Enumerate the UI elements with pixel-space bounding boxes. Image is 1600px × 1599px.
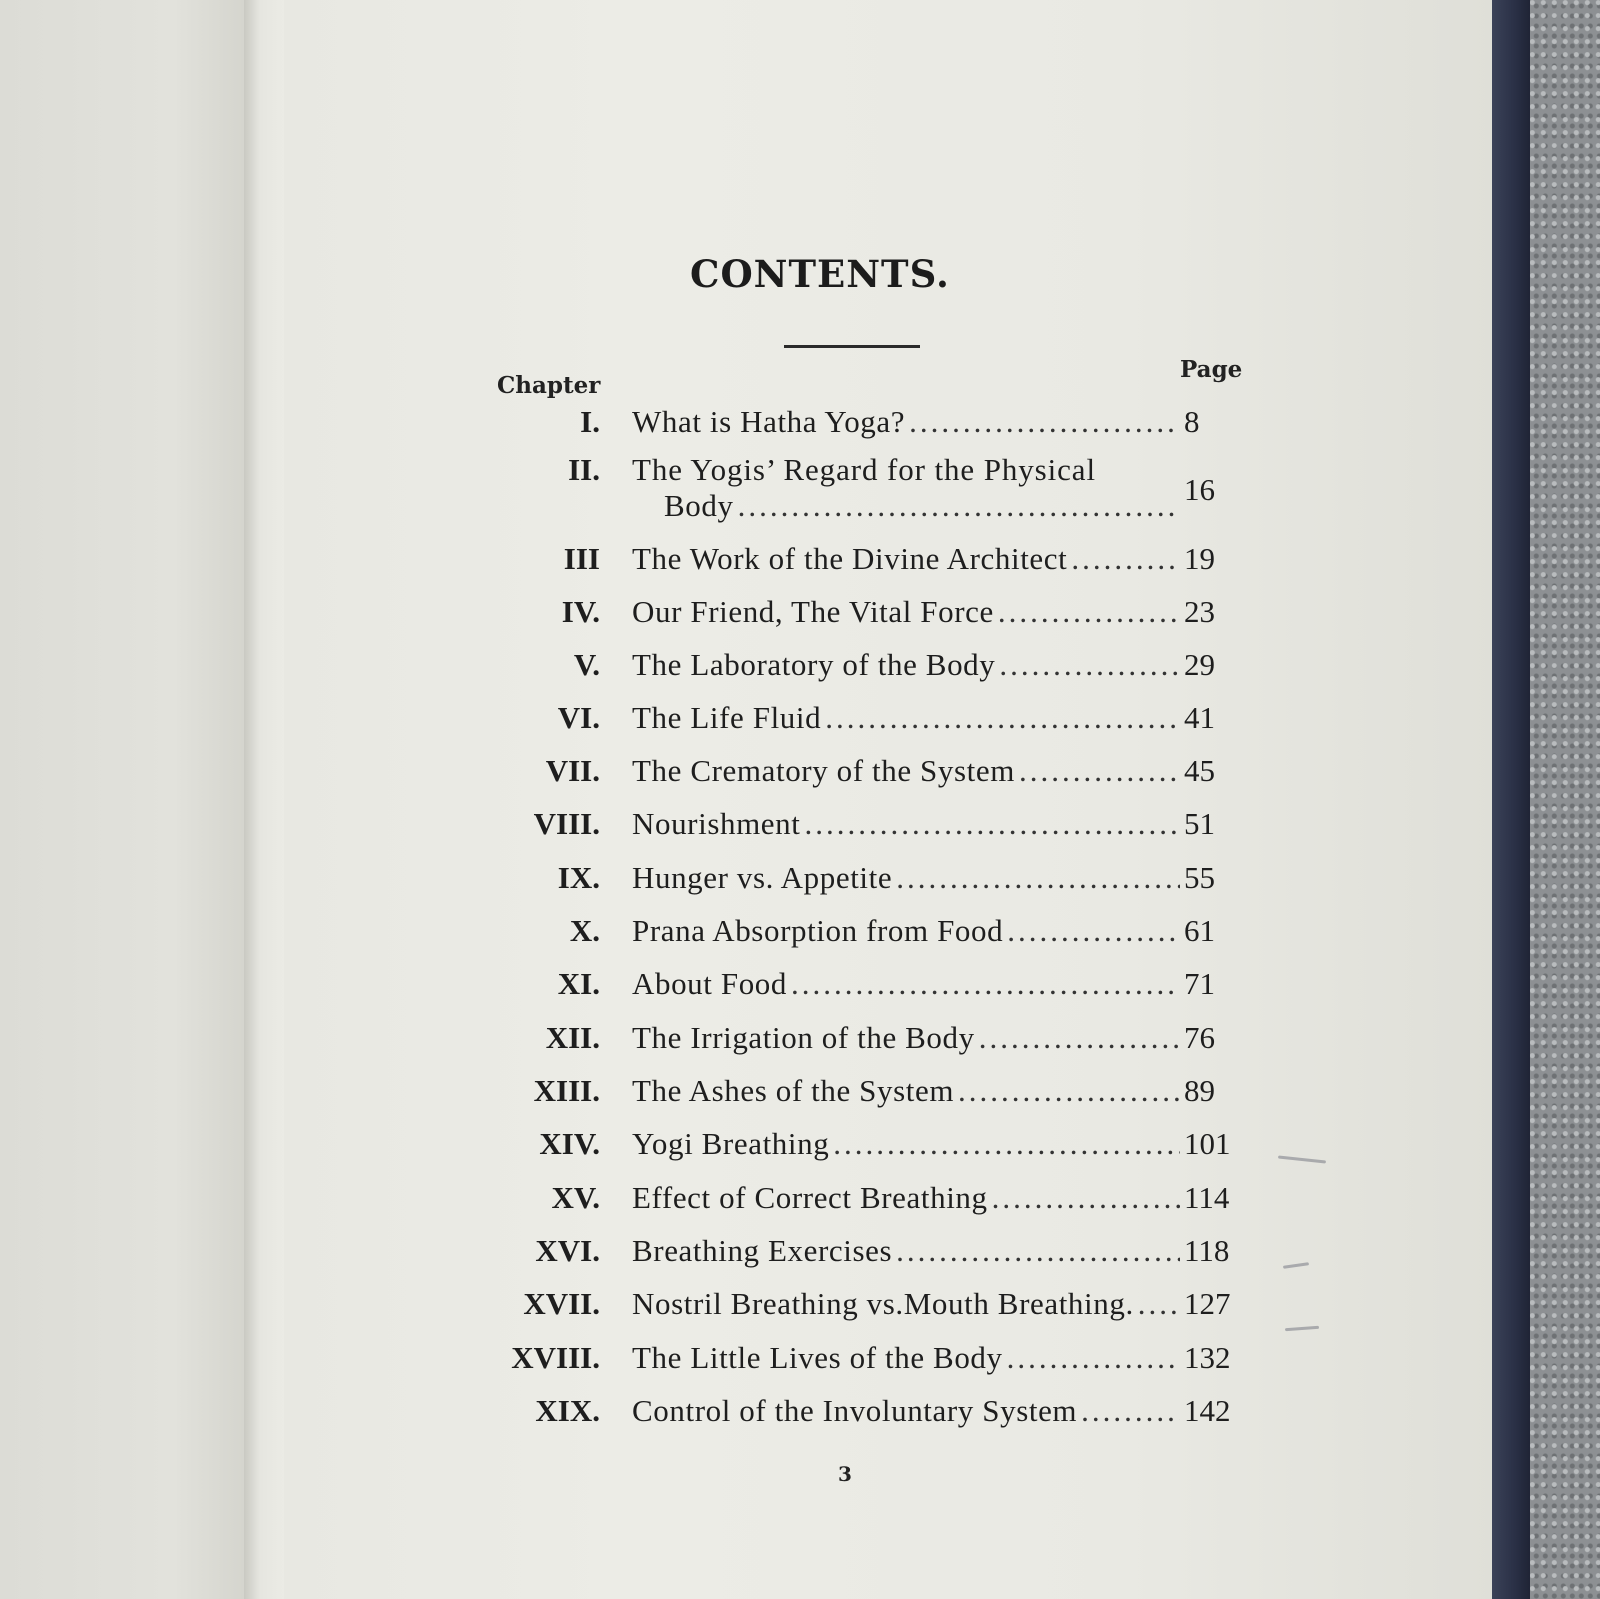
dot-leader: [1007, 913, 1180, 949]
chapter-page-number: 71: [1184, 966, 1215, 1001]
chapter-number: III: [563, 541, 600, 576]
chapter-title: The Little Lives of the Body: [632, 1340, 1003, 1375]
chapter-title-wrap: [632, 913, 1180, 949]
toc-entry: [480, 1126, 1262, 1172]
chapter-title: About Food: [632, 966, 787, 1001]
chapter-number: XII.: [545, 1020, 600, 1055]
chapter-page-number: 29: [1184, 647, 1215, 682]
chapter-page-number: 23: [1184, 594, 1215, 629]
chapter-title: What is Hatha Yoga?: [632, 404, 906, 439]
dot-leader: [999, 647, 1180, 683]
toc-entry: [480, 1073, 1262, 1119]
chapter-number: VIII.: [533, 806, 600, 841]
chapter-title: Our Friend, The Vital Force: [632, 594, 994, 629]
chapter-number: VII.: [545, 753, 600, 788]
toc-entry: [480, 913, 1262, 959]
chapter-page-number: 45: [1184, 753, 1215, 788]
chapter-number: V.: [573, 647, 600, 682]
chapter-page-number: 19: [1184, 541, 1215, 576]
chapter-title: Body: [664, 488, 734, 523]
toc-entry: [480, 806, 1262, 852]
toc-entry: [480, 1180, 1262, 1226]
chapter-number: XVIII.: [511, 1340, 600, 1375]
chapter-title-wrap: [632, 1073, 1180, 1109]
toc-entry: [480, 700, 1262, 746]
chapter-page-number: 55: [1184, 860, 1215, 895]
toc-entry: [480, 404, 1262, 450]
dot-leader: [998, 594, 1180, 630]
chapter-title-wrap: [632, 1020, 1180, 1056]
dot-leader: [896, 860, 1180, 896]
chapter-number: XIII.: [533, 1073, 600, 1108]
toc-entry: [480, 753, 1262, 799]
book-gutter: [244, 0, 284, 1599]
chapter-title: Hunger vs. Appetite: [632, 860, 893, 895]
chapter-title: The Life Fluid: [632, 700, 822, 735]
toc-entry: [480, 452, 1262, 523]
toc-entry: [480, 594, 1262, 640]
chapter-number: XVI.: [535, 1233, 600, 1268]
chapter-page-number: 101: [1184, 1126, 1231, 1161]
chapter-title-wrap: [632, 1233, 1180, 1269]
chapter-title-line: The Yogis’ Regard for the Physical: [632, 452, 1096, 487]
dot-leader: [979, 1020, 1180, 1056]
chapter-number: I.: [580, 404, 600, 439]
dot-leader: [958, 1073, 1180, 1109]
chapter-title-wrap: [632, 1286, 1180, 1322]
toc-entry: [480, 647, 1262, 693]
chapter-title: Nostril Breathing vs.Mouth Breathing.: [632, 1286, 1134, 1321]
toc-entry: [480, 1286, 1262, 1332]
chapter-page-number: 61: [1184, 913, 1215, 948]
chapter-title: Effect of Correct Breathing: [632, 1180, 988, 1215]
chapter-number: II.: [568, 452, 600, 487]
chapter-page-number: 142: [1184, 1393, 1231, 1428]
chapter-page-number: 76: [1184, 1020, 1215, 1055]
chapter-title-wrap: [632, 647, 1180, 683]
chapter-title-wrap: [632, 1180, 1180, 1216]
chapter-number: XIX.: [535, 1393, 600, 1428]
chapter-title-wrap: [664, 488, 1180, 524]
chapter-title-wrap: [632, 1393, 1180, 1429]
chapter-page-number: 16: [1184, 472, 1215, 507]
chapter-title-wrap: [632, 860, 1180, 896]
chapter-number: XV.: [551, 1180, 600, 1215]
toc-entry: [480, 541, 1262, 587]
chapter-title-wrap: [632, 700, 1180, 736]
dot-leader: [992, 1180, 1180, 1216]
chapter-title: Yogi Breathing: [632, 1126, 830, 1161]
title-divider: [784, 345, 920, 348]
dot-leader: [1007, 1340, 1180, 1376]
dot-leader: [909, 404, 1180, 440]
toc-entry: [480, 1340, 1262, 1386]
chapter-page-number: 114: [1184, 1180, 1230, 1215]
chapter-page-number: 41: [1184, 700, 1215, 735]
chapter-number: IX.: [557, 860, 600, 895]
chapter-number: VI.: [557, 700, 600, 735]
chapter-page-number: 8: [1184, 404, 1200, 439]
chapter-title: Prana Absorption from Food: [632, 913, 1004, 948]
dot-leader: [1019, 753, 1180, 789]
dot-leader: [738, 488, 1180, 524]
chapter-title-wrap: [632, 541, 1180, 577]
chapter-title: The Irrigation of the Body: [632, 1020, 975, 1055]
chapter-title: Control of the Involuntary System: [632, 1393, 1078, 1428]
dot-leader: [833, 1126, 1180, 1162]
chapter-title: Nourishment: [632, 806, 801, 841]
chapter-title-wrap: [632, 1126, 1180, 1162]
chapter-title: The Laboratory of the Body: [632, 647, 996, 682]
dot-leader: [896, 1233, 1180, 1269]
dot-leader: [825, 700, 1180, 736]
page-number: 3: [838, 1462, 852, 1486]
chapter-title-wrap: [632, 594, 1180, 630]
chapter-page-number: 118: [1184, 1233, 1230, 1268]
dot-leader: [1081, 1393, 1180, 1429]
chapter-column-label: Chapter: [497, 372, 601, 399]
left-page: [0, 0, 248, 1599]
toc-entry: [480, 966, 1262, 1012]
dot-leader: [1071, 541, 1180, 577]
chapter-number: IV.: [561, 594, 600, 629]
dot-leader: [1138, 1286, 1180, 1322]
toc-entry: [480, 860, 1262, 906]
page-column-label: Page: [1180, 356, 1243, 383]
chapter-number: X.: [569, 913, 600, 948]
chapter-title-wrap: [632, 1340, 1180, 1376]
toc-entry: [480, 1393, 1262, 1439]
chapter-page-number: 51: [1184, 806, 1215, 841]
chapter-page-number: 132: [1184, 1340, 1231, 1375]
book-cover-edge: [1492, 0, 1530, 1599]
toc-entry: [480, 1233, 1262, 1279]
chapter-title-wrap: [632, 966, 1180, 1002]
chapter-page-number: 89: [1184, 1073, 1215, 1108]
chapter-number: XVII.: [523, 1286, 600, 1321]
chapter-number: XIV.: [539, 1126, 600, 1161]
page-title: CONTENTS.: [690, 252, 950, 296]
chapter-title: The Crematory of the System: [632, 753, 1015, 788]
dot-leader: [804, 806, 1180, 842]
chapter-title-wrap: [632, 404, 1180, 440]
chapter-page-number: 127: [1184, 1286, 1231, 1321]
chapter-title: The Work of the Divine Architect: [632, 541, 1068, 576]
toc-entry: [480, 1020, 1262, 1066]
chapter-title: The Ashes of the System: [632, 1073, 955, 1108]
chapter-title: Breathing Exercises: [632, 1233, 893, 1268]
dot-leader: [791, 966, 1180, 1002]
chapter-title-wrap: [632, 806, 1180, 842]
chapter-number: XI.: [557, 966, 600, 1001]
chapter-title-wrap: [632, 753, 1180, 789]
